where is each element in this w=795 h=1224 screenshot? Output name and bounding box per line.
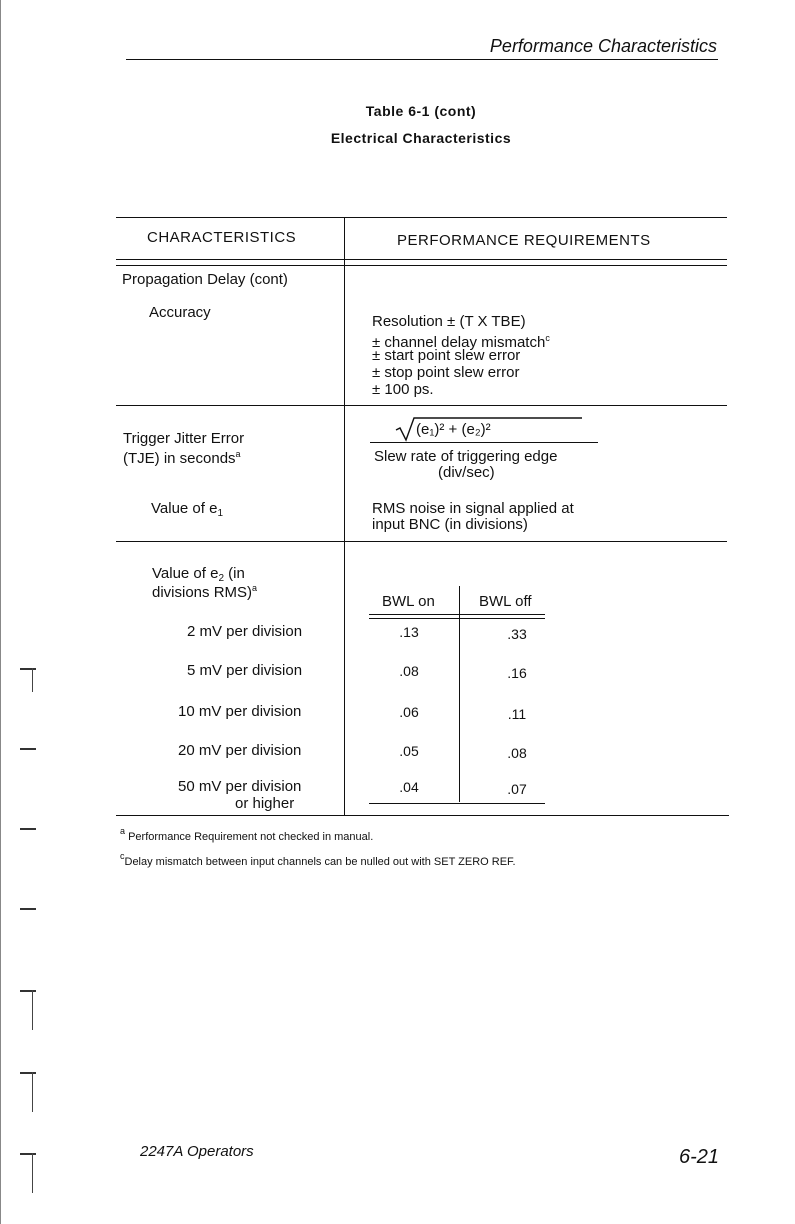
table-row-label: 10 mV per division bbox=[178, 703, 302, 720]
running-header: Performance Characteristics bbox=[489, 36, 717, 56]
binding-mark bbox=[32, 1072, 33, 1112]
table-cell-bwl-on: .13 bbox=[399, 624, 419, 640]
column-header-requirements: PERFORMANCE REQUIREMENTS bbox=[397, 232, 651, 249]
header-double-rule bbox=[116, 265, 727, 266]
manual-title: 2247A Operators bbox=[140, 1143, 254, 1160]
e1-description: input BNC (in divisions) bbox=[372, 516, 528, 533]
row-label-trigger-jitter: Trigger Jitter Error bbox=[123, 430, 245, 447]
footnote-ref-c: c bbox=[545, 333, 550, 343]
accuracy-line: Resolution ± (T X TBE) bbox=[372, 313, 526, 330]
table-row-label: 2 mV per division bbox=[187, 623, 303, 640]
table-row-label: 20 mV per division bbox=[178, 742, 302, 759]
binding-mark bbox=[20, 668, 36, 670]
table-bottom-rule bbox=[116, 815, 729, 816]
column-divider bbox=[344, 217, 345, 815]
row-label-tje: (TJE) in seconds$^a$ bbox=[123, 449, 241, 467]
header-double-rule bbox=[116, 259, 727, 260]
row-label-accuracy: Accuracy bbox=[149, 304, 211, 321]
binding-mark bbox=[20, 1072, 36, 1074]
binding-mark bbox=[20, 748, 36, 750]
table-cell-bwl-off: .33 bbox=[507, 626, 527, 642]
table-cell-bwl-off: .07 bbox=[507, 781, 527, 797]
row-label-e1: Value of $e_1$ bbox=[151, 500, 224, 519]
e1-description: RMS noise in signal applied at bbox=[372, 500, 574, 517]
footnote-ref-a: a bbox=[252, 583, 258, 593]
binding-mark bbox=[20, 1153, 36, 1155]
binding-mark bbox=[20, 828, 36, 830]
table-title: Electrical Characteristics bbox=[330, 130, 512, 146]
accuracy-line: ± 100 ps. bbox=[372, 381, 434, 398]
table-cell-bwl-on: .06 bbox=[399, 704, 419, 720]
footnote-a: $^a$ Performance Requirement not checked in manual. bbox=[120, 826, 374, 843]
table-cell-bwl-off: .16 bbox=[507, 665, 527, 681]
formula-numerator: (e₁)² + (e₂)² bbox=[416, 421, 491, 438]
row-label-propagation-delay: Propagation Delay (cont) bbox=[122, 271, 288, 288]
subtable-header-bwl-off: BWL off bbox=[479, 593, 532, 610]
accuracy-line: ± start point slew error bbox=[372, 347, 521, 364]
fraction-bar bbox=[370, 442, 598, 443]
subtable-bottom-rule bbox=[369, 803, 545, 804]
subtable-header-rule bbox=[369, 614, 545, 615]
accuracy-line: ± stop point slew error bbox=[372, 364, 520, 381]
subtable-header-rule bbox=[369, 618, 545, 619]
row-label-e2: Value of $e_2$ (in bbox=[152, 565, 245, 584]
binding-edge bbox=[0, 0, 5, 1224]
accuracy-line: ± channel delay mismatch$^c$ bbox=[372, 333, 550, 351]
table-cell-bwl-on: .04 bbox=[399, 779, 419, 795]
table-row-label: 5 mV per division bbox=[187, 662, 303, 679]
table-number: Table 6-1 (cont) bbox=[365, 103, 477, 119]
table-cell-bwl-on: .05 bbox=[399, 743, 419, 759]
table-cell-bwl-off: .08 bbox=[507, 745, 527, 761]
formula-denominator: Slew rate of triggering edge bbox=[374, 448, 558, 465]
page-number: 6-21 bbox=[678, 1146, 719, 1168]
binding-mark bbox=[20, 908, 36, 910]
table-row-label: 50 mV per division bbox=[178, 778, 302, 795]
binding-mark bbox=[32, 990, 33, 1030]
table-row-label-continuation: or higher bbox=[235, 795, 295, 812]
footnote-ref-a: a bbox=[235, 449, 241, 459]
binding-mark bbox=[32, 1153, 33, 1193]
row-label-e2-units: divisions RMS)$^a$ bbox=[152, 583, 258, 601]
table-top-rule bbox=[116, 217, 727, 218]
row-rule bbox=[116, 405, 727, 406]
table-cell-bwl-on: .08 bbox=[399, 663, 419, 679]
table-cell-bwl-off: .11 bbox=[507, 706, 527, 722]
formula-denominator-units: (div/sec) bbox=[438, 464, 495, 481]
footnote-c: $^c$Delay mismatch between input channels can be nulled out with SET ZERO REF. bbox=[120, 851, 516, 868]
binding-mark bbox=[20, 990, 36, 992]
subtable-header-bwl-on: BWL on bbox=[382, 593, 435, 610]
binding-mark bbox=[32, 668, 33, 692]
header-rule bbox=[126, 59, 718, 60]
row-rule bbox=[116, 541, 727, 542]
column-header-characteristics: CHARACTERISTICS bbox=[147, 229, 297, 246]
